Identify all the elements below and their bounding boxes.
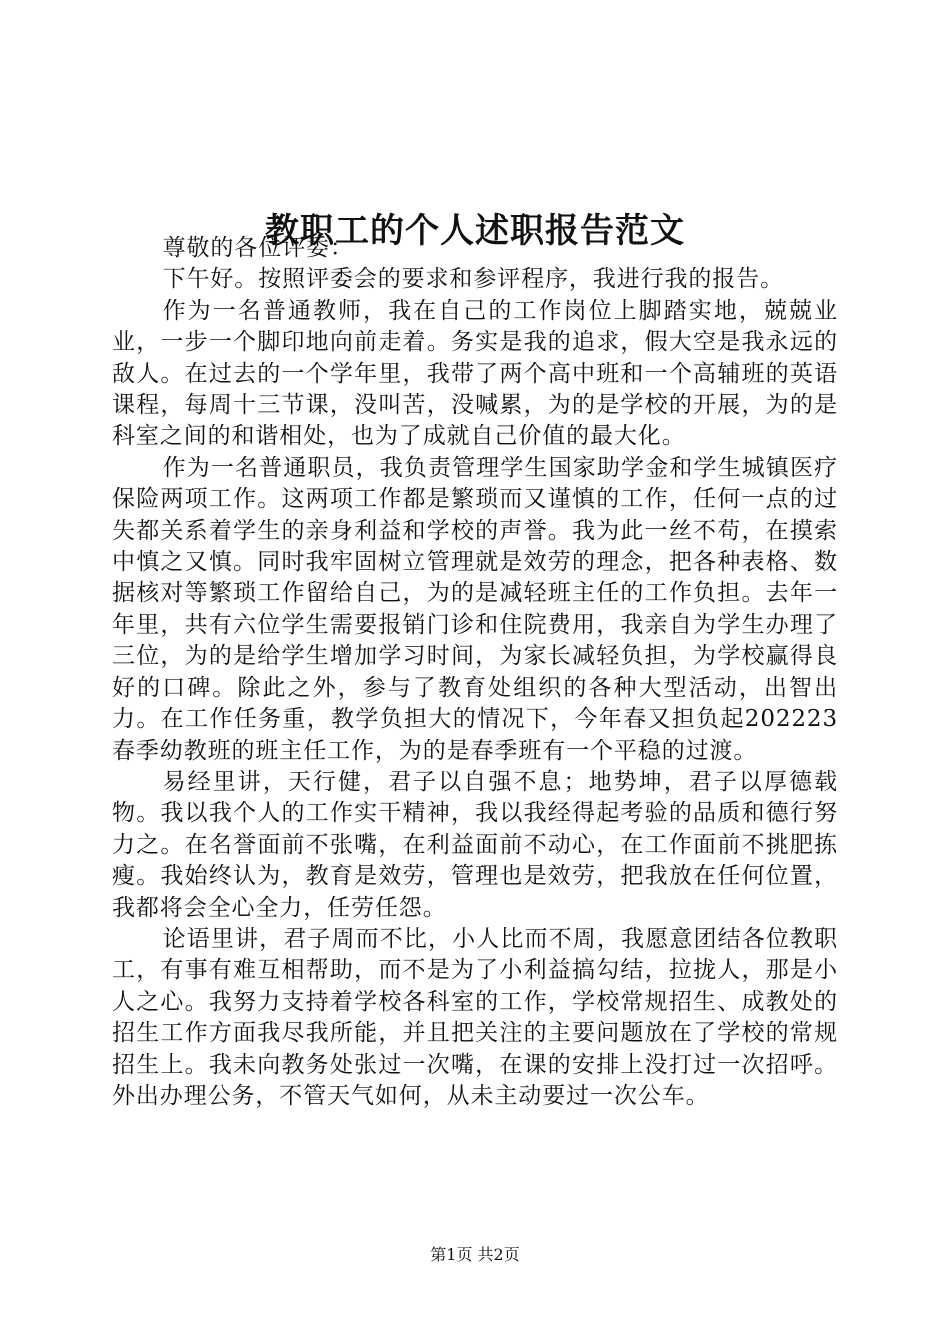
teacher-role-paragraph: 作为一名普通教师，我在自己的工作岗位上脚踏实地，兢兢业业，一步一个脚印地向前走着。务实是我的追求，假大空是我永远的敌人。在过去的一个学年里，我带了两个高中班和一个高辅班的英语课程，每周十三节课，没叫苦，没喊累，为的是学校的开展，为的是科室之间的和谐相处，也为了成就自己价值的最大化。 [112,297,838,450]
staff-role-paragraph: 作为一名普通职员，我负责管理学生国家助学金和学生城镇医疗保险两项工作。这两项工作都是繁琐而又谨慎的工作，任何一点的过失都关系着学生的亲身利益和学校的声誉。我为此一丝不苟，在摸索中慎之又慎。同时我牢固树立管理就是效劳的理念，把各种表格、数据核对等繁琐工作留给自己，为的是减轻班主任的工作负担。去年一年里，共有六位学生需要报销门诊和住院费用，我亲自为学生办理了三位，为的是给学生增加学习时间，为家长减轻负担，为学校赢得良好的口碑。除此之外，参与了教育处组织的各种大型活动，出智出力。在工作任务重，教学负担大的情况下，今年春又担负起202223春季幼教班的班主任工作，为的是春季班有一个平稳的过渡。 [112,454,838,764]
page-footer: 第1页 共2页 [430,1245,520,1264]
greeting-paragraph: 下午好。按照评委会的要求和参评程序，我进行我的报告。 [162,266,784,293]
salutation-paragraph: 尊敬的各位评委： [162,235,354,261]
document-body [112,233,838,1112]
yijing-paragraph: 易经里讲，天行健，君子以自强不息；地势坤，君子以厚德载物。我以我个人的工作实干精神，我以我经得起考验的品质和德行努力之。在名誉面前不张嘴，在利益面前不动心，在工作面前不挑肥拣瘦。我始终认为，教育是效劳，管理也是效劳，把我放在任何位置，我都将会全心全力，任劳任怨。 [112,768,838,921]
document-title: 教职工的个人述职报告范文 [265,210,685,251]
lunyu-paragraph: 论语里讲，君子周而不比，小人比而不周，我愿意团结各位教职工，有事有难互相帮助，而不是为了小利益搞勾结，拉拢人，那是小人之心。我努力支持着学校各科室的工作，学校常规招生、成教处的招生工作方面我尽我所能，并且把关注的主要问题放在了学校的常规招生上。我未向教务处张过一次嘴，在课的安排上没打过一次招呼。外出办理公务，不管天气如何，从未主动要过一次公车。 [112,925,838,1109]
